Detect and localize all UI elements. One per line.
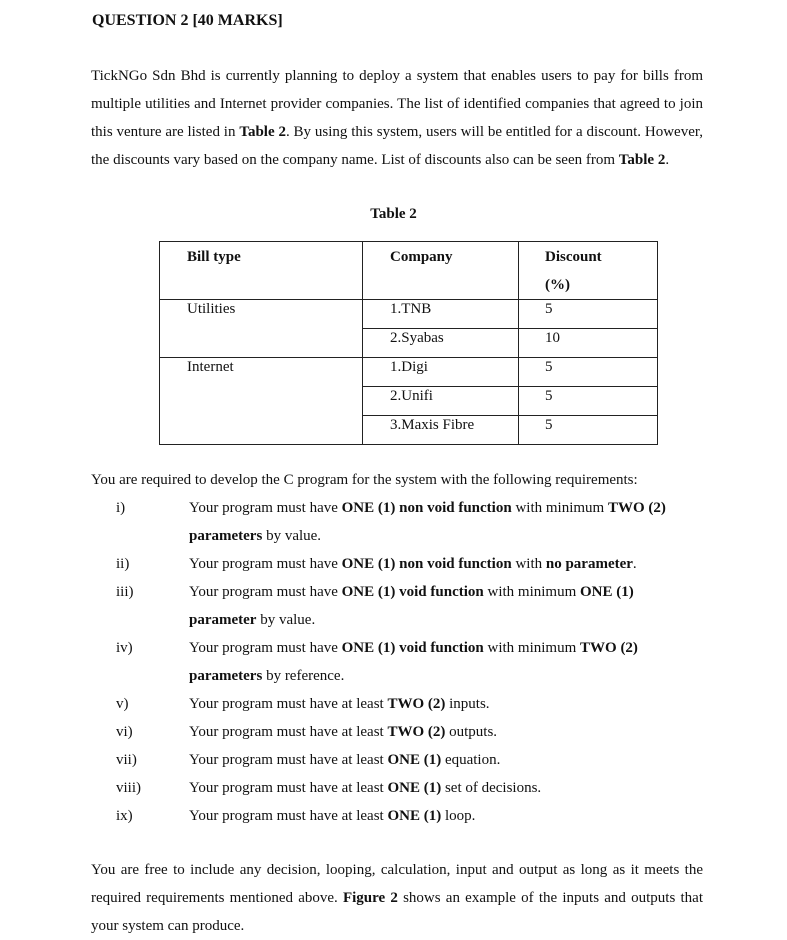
requirement-text: Your program must have ONE (1) void function with minimum ONE (1) parameter by value.	[189, 584, 634, 628]
header-discount: Discount (%)	[519, 242, 658, 300]
table-row	[160, 358, 658, 387]
requirement-item	[91, 494, 711, 550]
requirement-number: v)	[116, 696, 129, 712]
requirement-item	[91, 578, 711, 634]
discount-cell: 10	[519, 329, 658, 358]
company-cell: 3.Maxis Fibre	[363, 416, 519, 445]
table-header-row	[160, 242, 658, 300]
intro-paragraph: TickNGo Sdn Bhd is currently planning to deploy a system that enables users to pay for bills from multiple utilities and Internet provider companies. The list of identified companies that agreed to join this venture are listed in Table 2. By using this system, users will be entitled for a discount. However, the discounts vary based on the company name. List of discounts also can be seen from Table 2.	[91, 68, 703, 168]
requirement-number: i)	[116, 500, 126, 516]
requirement-text: Your program must have ONE (1) non void function with no parameter.	[189, 556, 637, 572]
requirement-number: vi)	[116, 724, 133, 740]
bill-type-internet: Internet	[160, 358, 363, 445]
company-cell: 1.TNB	[363, 300, 519, 329]
requirement-item	[91, 802, 711, 830]
closing-paragraph: You are free to include any decision, looping, calculation, input and output as long as it meets the required requirements mentioned above. Figure 2 shows an example of the inputs and outputs that your system can produce.	[91, 862, 703, 934]
table-caption: Table 2	[370, 206, 417, 222]
requirement-text: Your program must have at least ONE (1) set of decisions.	[189, 780, 542, 796]
requirement-text: Your program must have at least ONE (1) equation.	[189, 752, 501, 768]
header-bill-type: Bill type	[160, 242, 363, 300]
discount-cell: 5	[519, 387, 658, 416]
discount-table	[159, 241, 658, 445]
header-company: Company	[363, 242, 519, 300]
requirement-number: ix)	[116, 808, 133, 824]
requirement-number: iii)	[116, 584, 134, 600]
discount-cell: 5	[519, 358, 658, 387]
discount-cell: 5	[519, 300, 658, 329]
requirement-text: Your program must have at least TWO (2) outputs.	[189, 724, 498, 740]
requirement-text: Your program must have at least TWO (2) inputs.	[189, 696, 490, 712]
requirement-text: Your program must have ONE (1) non void function with minimum TWO (2) parameters by value.	[189, 500, 666, 544]
requirements-list	[91, 494, 711, 830]
requirement-item	[91, 718, 711, 746]
company-cell: 2.Syabas	[363, 329, 519, 358]
company-cell: 2.Unifi	[363, 387, 519, 416]
requirement-text: Your program must have ONE (1) void function with minimum TWO (2) parameters by reference.	[189, 640, 638, 684]
discount-cell: 5	[519, 416, 658, 445]
requirement-number: iv)	[116, 640, 133, 656]
bill-type-utilities: Utilities	[160, 300, 363, 358]
question-heading: QUESTION 2 [40 MARKS]	[92, 12, 283, 29]
requirement-text: Your program must have at least ONE (1) loop.	[189, 808, 476, 824]
requirement-item	[91, 634, 711, 690]
table-row	[160, 300, 658, 329]
requirement-number: ii)	[116, 556, 130, 572]
requirement-item	[91, 690, 711, 718]
requirement-item	[91, 746, 711, 774]
requirements-intro: You are required to develop the C program for the system with the following requirements:	[91, 472, 638, 488]
requirement-number: vii)	[116, 752, 137, 768]
company-cell: 1.Digi	[363, 358, 519, 387]
requirement-item	[91, 774, 711, 802]
requirement-number: viii)	[116, 780, 141, 796]
requirement-item	[91, 550, 711, 578]
